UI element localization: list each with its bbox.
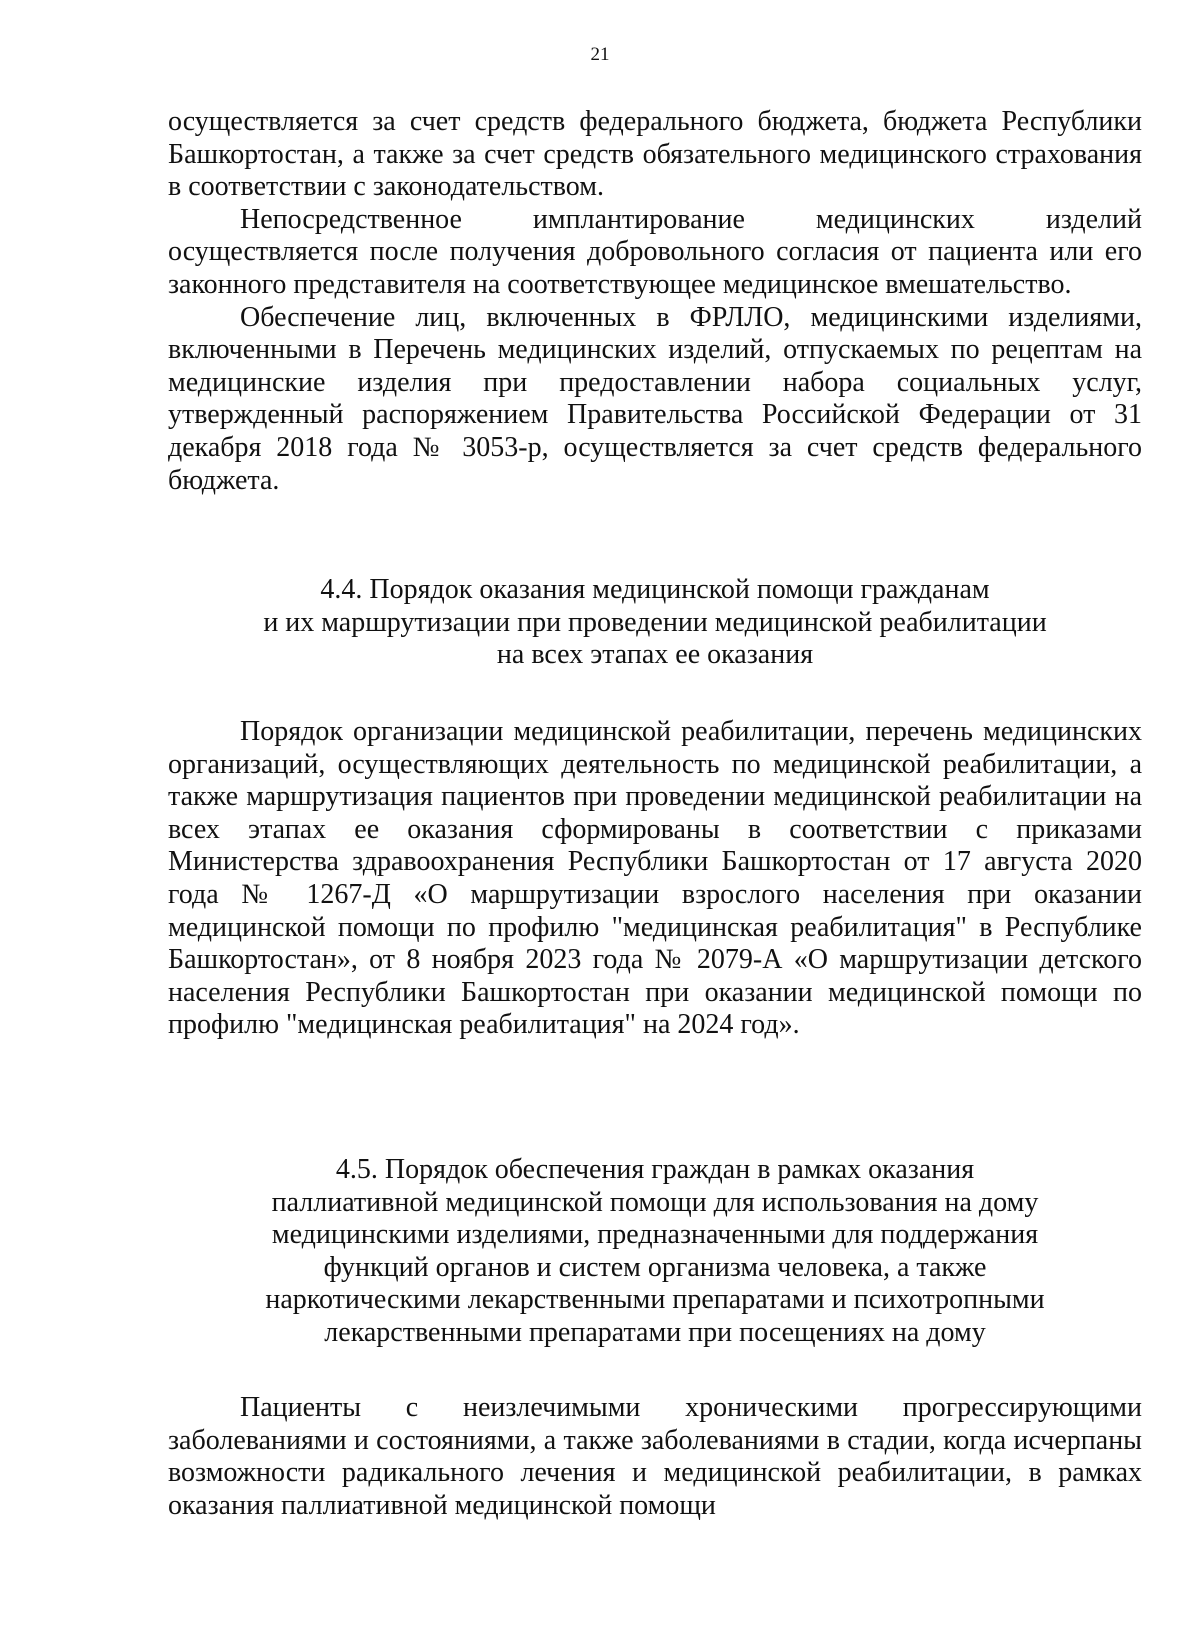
section-4-4-heading (168, 574, 1142, 672)
heading-line: лекарственными препаратами при посещениях на дому (324, 1316, 986, 1348)
paragraph-rehabilitation-order: Порядок организации медицинской реабилитации, перечень медицинских организаций, осуществляющих деятельность по медицинской реабилитации, а также маршрутизация пациентов при проведении медицинской реабилитации на всех этапах ее оказания сформированы в соответствии с приказами Министерства здравоохранения Республики Башкортостан от 17 августа 2020 года № 1267-Д «О маршрутизации взрослого населения при оказании медицинской помощи по профилю "медицинская реабилитация" в Республике Башкортостан», от 8 ноября 2023 года № 2079-А «О маршрутизации детского населения Республики Башкортостан при оказании медицинской помощи по профилю "медицинская реабилитация" на 2024 год». (168, 716, 1142, 1041)
page-number: 21 (590, 44, 610, 65)
heading-line: на всех этапах ее оказания (496, 639, 814, 671)
heading-line: наркотическими лекарственными препаратами и психотропными (265, 1284, 1045, 1316)
paragraph-funding-continuation: осуществляется за счет средств федерального бюджета, бюджета Республики Башкортостан, а также за счет средств обязательного медицинского страхования в соответствии с законодательством. (168, 106, 1142, 203)
heading-line: 4.4. Порядок оказания медицинской помощи гражданам (320, 574, 990, 605)
paragraph-implantation: Непосредственное имплантирование медицинских изделий осуществляется после получения добровольного согласия от пациента или его законного представителя на соответствующее медицинское вмешательство. (168, 203, 1142, 300)
paragraph-palliative-patients: Пациенты с неизлечимыми хроническими прогрессирующими заболеваниями и состояниями, а также заболеваниями в стадии, когда исчерпаны возможности радикального лечения и медицинской реабилитации, в рамках оказания паллиативной медицинской помощи (168, 1392, 1142, 1521)
heading-line: паллиативной медицинской помощи для использования на дому (271, 1186, 1039, 1218)
intro-text-block (168, 106, 1142, 497)
heading-line: функций органов и систем организма человека, а также (323, 1251, 987, 1283)
heading-line: 4.5. Порядок обеспечения граждан в рамках оказания (335, 1154, 975, 1185)
paragraph-frllo-provision: Обеспечение лиц, включенных в ФРЛЛО, медицинскими изделиями, включенными в Перечень медицинских изделий, отпускаемых по рецептам на медицинские изделия при предоставлении набора социальных услуг, утвержденный распоряжением Правительства Российской Федерации от 31 декабря 2018 года № 3053-р, осуществляется за счет средств федерального бюджета. (168, 301, 1142, 496)
section-4-4-text-block (168, 716, 1142, 1042)
heading-line: медицинскими изделиями, предназначенными для поддержания (271, 1219, 1039, 1251)
section-4-5-text-block (168, 1392, 1142, 1522)
section-4-5-heading (168, 1154, 1142, 1350)
heading-line: и их маршрутизации при проведении медицинской реабилитации (263, 606, 1047, 638)
